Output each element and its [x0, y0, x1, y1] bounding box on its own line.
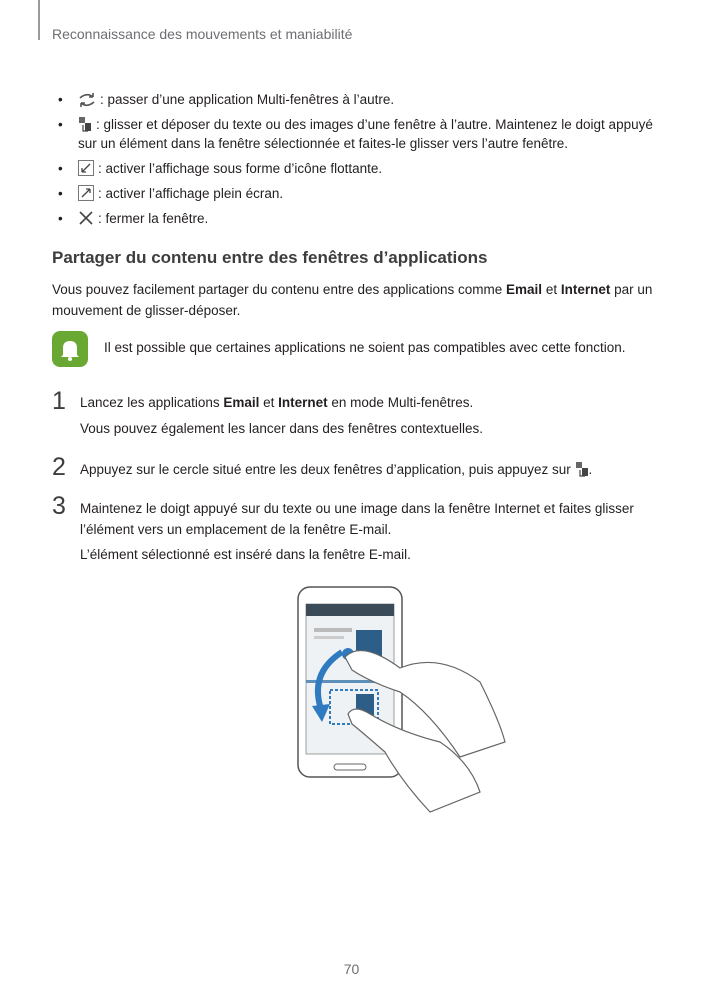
page-number: 70 — [343, 961, 360, 977]
minimize-icon — [78, 160, 94, 176]
list-item: • : activer l’affichage sous forme d’icône flottante. — [58, 161, 383, 176]
section-title: Partager du contenu entre des fenêtres d’applications — [52, 248, 488, 267]
fullscreen-icon — [78, 185, 94, 201]
step-text: Lancez les applications Email et Internet en mode Multi-fenêtres. — [80, 395, 474, 410]
phone-illustration — [290, 582, 520, 832]
close-icon — [78, 210, 94, 226]
list-item: • : passer d’une application Multi-fenêtres à l’autre. — [58, 92, 395, 107]
step-text: Maintenez le doigt appuyé sur du texte ou une image dans la fenêtre Internet et faites glisser l’élément vers un emplacement de la fenêtre E-mail. — [80, 501, 634, 537]
step-text: Appuyez sur le cercle situé entre les deux fenêtres d’application, puis appuyez sur . — [80, 462, 593, 477]
list-item: • : activer l’affichage plein écran. — [58, 186, 284, 201]
list-item: • : fermer la fenêtre. — [58, 211, 209, 226]
step-subtext: Vous pouvez également les lancer dans des fenêtres contextuelles. — [80, 421, 484, 436]
section-intro: Vous pouvez facilement partager du contenu entre des applications comme Email et Internet par un mouvement de glisser-déposer. — [52, 282, 653, 318]
icon-bullet-list — [56, 90, 666, 234]
bell-icon — [52, 331, 88, 367]
header-rule — [38, 0, 40, 40]
switch-windows-icon — [78, 93, 96, 107]
step-number: 3 — [52, 492, 66, 520]
step-number: 2 — [52, 453, 66, 481]
list-item: • : glisser et déposer du texte ou des images d’une fenêtre à l’autre. Maintenez le doigt appuyé sur un élément dans la fenêtre sélectionnée et faites-le glisser vers l’autre fenêtre. — [58, 117, 653, 151]
step-number: 1 — [52, 387, 66, 415]
drag-drop-icon — [575, 461, 589, 477]
note-text: Il est possible que certaines applications ne soient pas compatibles avec cette fonction. — [104, 340, 626, 355]
drag-drop-icon — [78, 116, 92, 132]
step-subtext: L’élément sélectionné est inséré dans la fenêtre E-mail. — [80, 547, 411, 562]
page-header: Reconnaissance des mouvements et maniabilité — [52, 26, 353, 42]
